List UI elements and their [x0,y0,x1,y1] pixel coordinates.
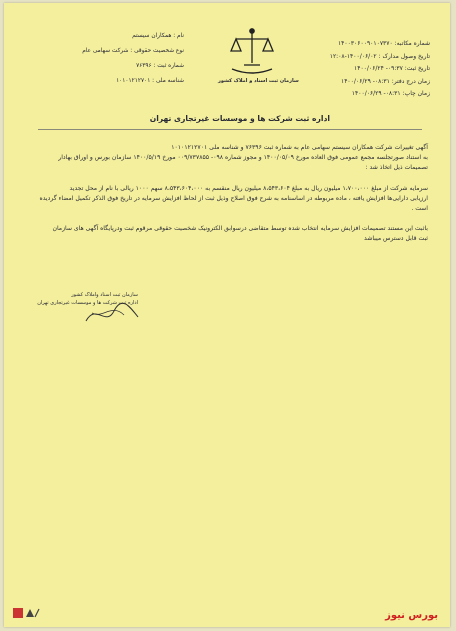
register-date: تاریخ ثبت: ۰۹:۳۷- ۱۴۰۰/۰۶/۲۴ [354,65,430,73]
print-time: زمان چاپ: ۰۸:۳۱- ۱۴۰۰/۰۶/۲۹ [351,90,430,98]
notice-basis: به استناد صورتجلسه مجمع عمومی فوق العاده مورخ ۱۴۰۰/۰۵/۰۹ و مجوز شماره ۰۹۸- ۰۰۹/۷۳۷۸۵۵ مورخ ۱۴۰۰/۵/۱۹ سازمان بورس و اوراق بهادار [58,154,428,162]
receipt-date: تاریخ وصول مدارک : ۱۴۰۰/۰۶/۰۲-۱۲:۰۸ [329,52,430,60]
publisher-logo-icon [12,605,40,621]
company-info [64,33,184,93]
notice-body [28,143,428,245]
emblem-caption: سازمان ثبت اسناد و املاک کشور [218,78,299,84]
letter-number: شماره مکاتبه: ۱۴۰۰۳۰۶۰۰۹۰۱۰۷۳۷۰ [337,40,430,47]
header-meta [280,40,430,103]
legal-type: نوع شخصیت حقوقی : شرکت سهامی عام [82,48,184,54]
bourse-news-watermark: بورس نیوز [385,610,438,621]
capital-increase-text: سرمایه شرکت از مبلغ ۱،۷۰۰،۰۰۰ میلیون ریال به مبلغ ۸،۵۴۳،۶۰۴ میلیون ریال منقسم به ۸،۵۴۳،۶۰۴،۰۰۰ سهم ۱۰۰۰ ریالی با نام از محل تجدید [69,184,428,192]
registration-note-end: ثبت قابل دسترس میباشد [364,235,428,243]
national-id: شناسه ملی : ۱۰۱۰۱۲۱۲۷۰۱ [116,78,184,84]
document-page [4,3,450,627]
header-divider [38,129,422,130]
signature-office: اداره ثبت شرکت ها و موسسات غیرتجاری تهران [37,300,138,306]
office-date: زمان درج دفتر: ۰۸:۳۱- ۱۴۰۰/۰۶/۲۹ [340,77,430,85]
signature-org: سازمان ثبت اسناد واملاک کشور [71,292,138,298]
registration-note: باثبت این مستند تصمیمات افزایش سرمایه انتخاب شده توسط متقاضی درسوابق الکترونیک شخصیت حقوقی مرقوم ثبت ودرپایگاه آگهی های سازمان [52,225,428,233]
signature-scribble-icon [78,293,146,333]
judiciary-emblem-icon [222,23,282,83]
company-name: نام : همکاران سیستم [132,33,184,39]
capital-increase-text-end: است . [411,205,428,213]
org-title: اداره ثبت شرکت ها و موسسات غیرتجاری تهران [149,114,330,123]
notice-decisions-label: تصمیمات ذیل اتخاذ شد : [365,164,428,172]
notice-heading: آگهی تغییرات شرکت همکاران سیستم سهامی عام به شماره ثبت ۷۶۳۹۶ و شناسه ملی ۱۰۱۰۱۲۱۲۷۰۱ [171,144,428,151]
registration-number: شماره ثبت : ۷۶۳۹۶ [136,63,184,69]
capital-increase-text-cont: ارزیابی دارایی‌ها افزایش یافته ، ماده مربوطه در اساسنامه به شرح فوق اصلاح وذیل ثبت از لحاظ افزایش سرمایه در تاریخ فوق الذکر تکمیل امضاء گردیده [39,194,428,202]
